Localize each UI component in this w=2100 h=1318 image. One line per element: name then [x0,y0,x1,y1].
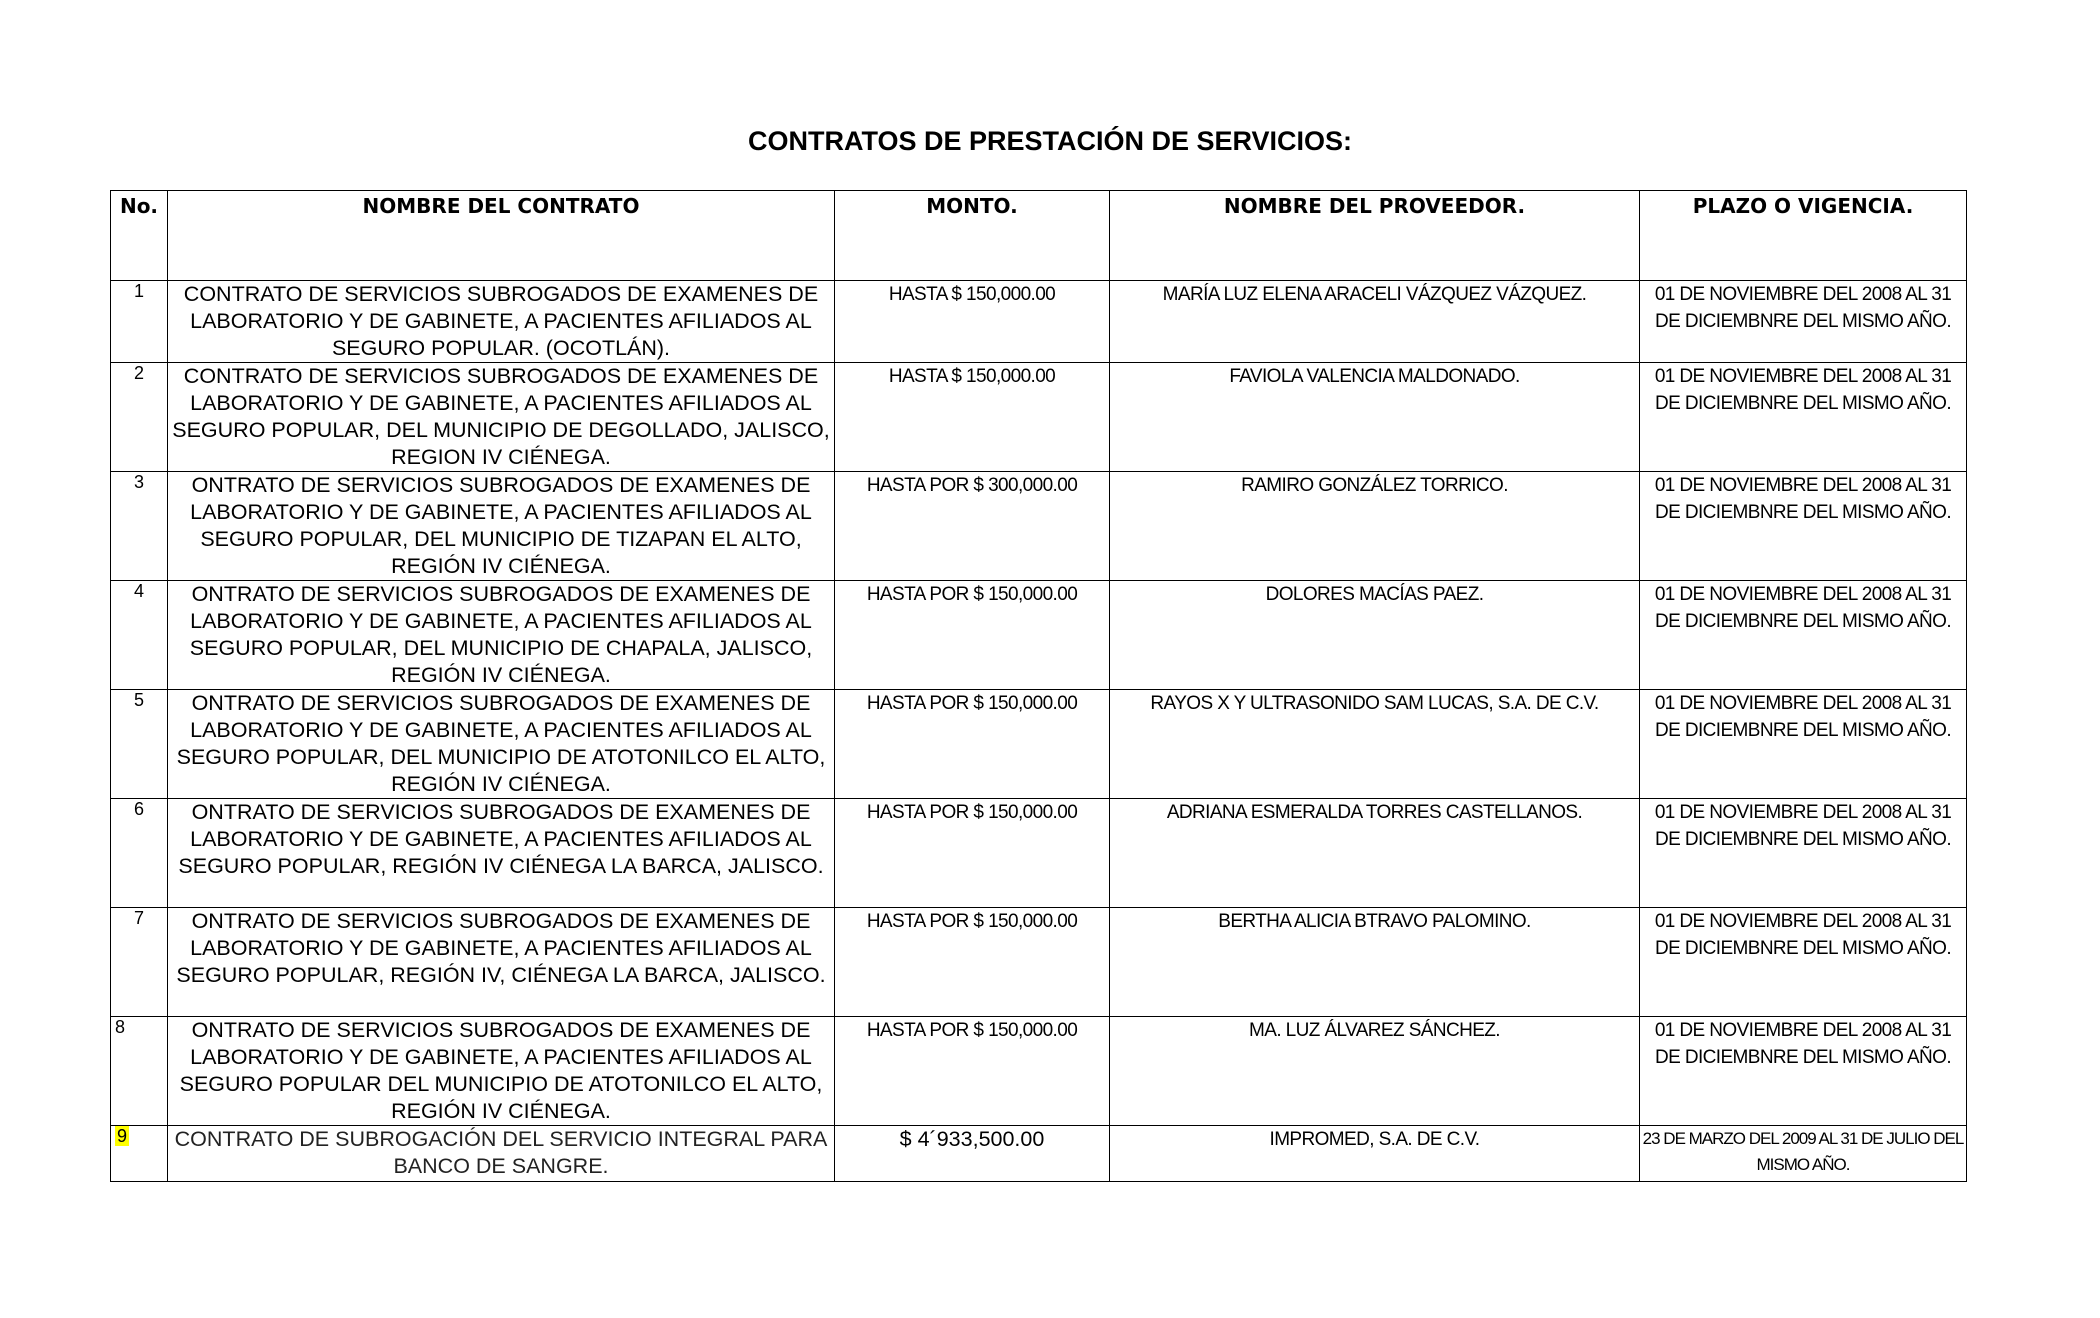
cell-no [111,1126,168,1182]
contracts-table [110,190,1967,1182]
cell-contract-name: ONTRATO DE SERVICIOS SUBROGADOS DE EXAMENES DE LABORATORIO Y DE GABINETE, A PACIENTES AFILIADOS AL SEGURO POPULAR, REGIÓN IV, CIÉNEGA LA BARCA, JALISCO. [168,908,835,1017]
table-row [111,581,1967,690]
table-row [111,1126,1967,1182]
table-header-row [111,191,1967,281]
cell-provider: BERTHA ALICIA BTRAVO PALOMINO. [1110,908,1640,1017]
cell-amount: HASTA POR $ 150,000.00 [835,690,1110,799]
cell-no: 7 [111,908,168,1017]
cell-amount: HASTA POR $ 150,000.00 [835,1017,1110,1126]
cell-provider: RAYOS X Y ULTRASONIDO SAM LUCAS, S.A. DE C.V. [1110,690,1640,799]
cell-contract-name: CONTRATO DE SERVICIOS SUBROGADOS DE EXAMENES DE LABORATORIO Y DE GABINETE, A PACIENTES AFILIADOS AL SEGURO POPULAR. (OCOTLÁN). [168,281,835,363]
table-row [111,908,1967,1017]
cell-contract-name: ONTRATO DE SERVICIOS SUBROGADOS DE EXAMENES DE LABORATORIO Y DE GABINETE, A PACIENTES AFILIADOS AL SEGURO POPULAR, DEL MUNICIPIO DE TIZAPAN EL ALTO, REGIÓN IV CIÉNEGA. [168,472,835,581]
cell-amount: HASTA POR $ 300,000.00 [835,472,1110,581]
cell-amount: HASTA POR $ 150,000.00 [835,581,1110,690]
cell-amount: HASTA POR $ 150,000.00 [835,799,1110,908]
cell-amount: $ 4´933,500.00 [835,1126,1110,1182]
cell-amount: HASTA $ 150,000.00 [835,363,1110,472]
cell-contract-name: ONTRATO DE SERVICIOS SUBROGADOS DE EXAMENES DE LABORATORIO Y DE GABINETE, A PACIENTES AFILIADOS AL SEGURO POPULAR, DEL MUNICIPIO DE CHAPALA, JALISCO, REGIÓN IV CIÉNEGA. [168,581,835,690]
cell-term: 01 DE NOVIEMBRE DEL 2008 AL 31 DE DICIEMBNRE DEL MISMO AÑO. [1640,281,1967,363]
cell-no: 4 [111,581,168,690]
cell-provider: DOLORES MACÍAS PAEZ. [1110,581,1640,690]
cell-provider: IMPROMED, S.A. DE C.V. [1110,1126,1640,1182]
cell-contract-name: ONTRATO DE SERVICIOS SUBROGADOS DE EXAMENES DE LABORATORIO Y DE GABINETE, A PACIENTES AFILIADOS AL SEGURO POPULAR DEL MUNICIPIO DE ATOTONILCO EL ALTO, REGIÓN IV CIÉNEGA. [168,1017,835,1126]
cell-provider: ADRIANA ESMERALDA TORRES CASTELLANOS. [1110,799,1640,908]
cell-no: 8 [111,1017,168,1126]
page-title: CONTRATOS DE PRESTACIÓN DE SERVICIOS: [747,126,1353,156]
cell-provider: MARÍA LUZ ELENA ARACELI VÁZQUEZ VÁZQUEZ. [1110,281,1640,363]
cell-contract-name: ONTRATO DE SERVICIOS SUBROGADOS DE EXAMENES DE LABORATORIO Y DE GABINETE, A PACIENTES AFILIADOS AL SEGURO POPULAR, DEL MUNICIPIO DE ATOTONILCO EL ALTO, REGIÓN IV CIÉNEGA. [168,690,835,799]
cell-provider: RAMIRO GONZÁLEZ TORRICO. [1110,472,1640,581]
cell-provider: MA. LUZ ÁLVAREZ SÁNCHEZ. [1110,1017,1640,1126]
table-row [111,281,1967,363]
cell-term: 01 DE NOVIEMBRE DEL 2008 AL 31 DE DICIEMBNRE DEL MISMO AÑO. [1640,363,1967,472]
cell-provider: FAVIOLA VALENCIA MALDONADO. [1110,363,1640,472]
cell-no: 2 [111,363,168,472]
cell-contract-name: CONTRATO DE SERVICIOS SUBROGADOS DE EXAMENES DE LABORATORIO Y DE GABINETE, A PACIENTES AFILIADOS AL SEGURO POPULAR, DEL MUNICIPIO DE DEGOLLADO, JALISCO, REGION IV CIÉNEGA. [168,363,835,472]
header-amount: MONTO. [835,191,1110,281]
cell-no: 6 [111,799,168,908]
header-contract-name: NOMBRE DEL CONTRATO [168,191,835,281]
cell-no: 1 [111,281,168,363]
cell-term: 01 DE NOVIEMBRE DEL 2008 AL 31 DE DICIEMBNRE DEL MISMO AÑO. [1640,1017,1967,1126]
cell-term: 01 DE NOVIEMBRE DEL 2008 AL 31 DE DICIEMBNRE DEL MISMO AÑO. [1640,472,1967,581]
cell-amount: HASTA $ 150,000.00 [835,281,1110,363]
table-row [111,472,1967,581]
cell-no: 3 [111,472,168,581]
header-term: PLAZO O VIGENCIA. [1640,191,1967,281]
cell-term: 23 DE MARZO DEL 2009 AL 31 DE JULIO DEL MISMO AÑO. [1640,1126,1967,1182]
table-row [111,690,1967,799]
table-row [111,799,1967,908]
cell-term: 01 DE NOVIEMBRE DEL 2008 AL 31 DE DICIEMBNRE DEL MISMO AÑO. [1640,581,1967,690]
header-no: No. [111,191,168,281]
cell-contract-name: ONTRATO DE SERVICIOS SUBROGADOS DE EXAMENES DE LABORATORIO Y DE GABINETE, A PACIENTES AFILIADOS AL SEGURO POPULAR, REGIÓN IV CIÉNEGA LA BARCA, JALISCO. [168,799,835,908]
cell-term: 01 DE NOVIEMBRE DEL 2008 AL 31 DE DICIEMBNRE DEL MISMO AÑO. [1640,908,1967,1017]
cell-amount: HASTA POR $ 150,000.00 [835,908,1110,1017]
table-row [111,363,1967,472]
cell-contract-name: CONTRATO DE SUBROGACIÓN DEL SERVICIO INTEGRAL PARA BANCO DE SANGRE. [168,1126,835,1182]
header-provider: NOMBRE DEL PROVEEDOR. [1110,191,1640,281]
cell-term: 01 DE NOVIEMBRE DEL 2008 AL 31 DE DICIEMBNRE DEL MISMO AÑO. [1640,799,1967,908]
cell-term: 01 DE NOVIEMBRE DEL 2008 AL 31 DE DICIEMBNRE DEL MISMO AÑO. [1640,690,1967,799]
cell-no: 5 [111,690,168,799]
highlighted-number: 9 [117,1126,128,1146]
table-row [111,1017,1967,1126]
